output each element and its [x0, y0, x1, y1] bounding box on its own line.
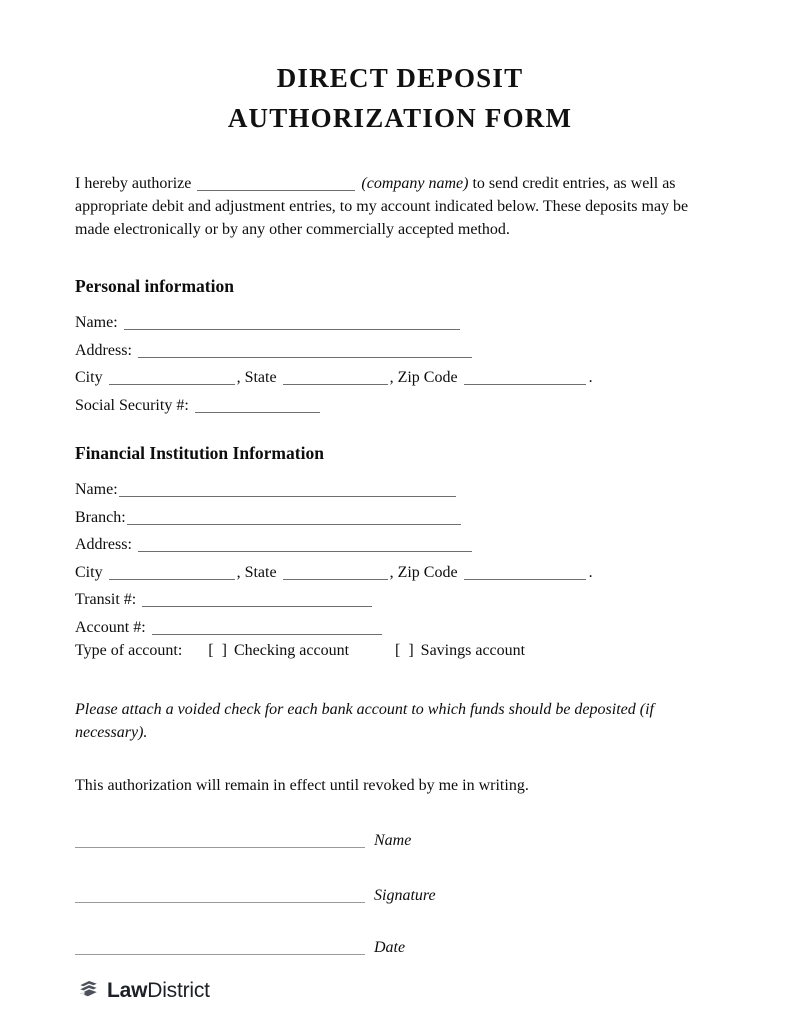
- financial-zip-label: , Zip Code: [389, 563, 458, 581]
- financial-branch-blank[interactable]: [127, 508, 461, 525]
- financial-name-row: [75, 477, 715, 505]
- signature-signature-row: [75, 883, 715, 905]
- layered-pages-icon: [75, 975, 102, 1007]
- savings-option-label: Savings account: [420, 642, 526, 659]
- personal-city-row-period: .: [588, 369, 593, 386]
- personal-city-label: City: [75, 369, 103, 386]
- intro-paragraph: [75, 172, 715, 241]
- personal-city-blank[interactable]: [109, 368, 235, 385]
- signature-name-row: [75, 828, 715, 850]
- financial-branch-row: [75, 505, 715, 533]
- account-type-row: [75, 642, 715, 670]
- company-name-blank[interactable]: [197, 177, 355, 191]
- intro-part1: I hereby authorize: [75, 175, 192, 192]
- personal-name-row: [75, 310, 715, 338]
- financial-transit-blank[interactable]: [142, 590, 372, 607]
- intro-part2: to send credit entries, as well as appropriate debit and adjustment entries, to my account indicated below. These deposits may be made electronically or by any other commercially accepted method.: [75, 175, 689, 238]
- financial-city-blank[interactable]: [109, 563, 235, 580]
- brand-name-regular: District: [147, 978, 210, 1002]
- personal-address-row: [75, 338, 715, 366]
- personal-state-label: , State: [236, 369, 277, 386]
- voided-check-note: Please attach a voided check for each bank account to which funds should be deposited (if necessary).: [75, 700, 654, 741]
- financial-city-label: City: [75, 563, 103, 581]
- signature-name-label: Name: [374, 831, 412, 849]
- signature-date-blank[interactable]: [75, 938, 365, 955]
- signature-signature-blank[interactable]: [75, 886, 365, 903]
- financial-name-label: Name:: [75, 481, 118, 498]
- personal-address-label: Address:: [75, 341, 132, 359]
- signature-signature-label: Signature: [374, 886, 436, 904]
- revocation-note: This authorization will remain in effect until revoked by me in writing.: [75, 776, 529, 794]
- personal-section-heading: Personal information: [75, 276, 234, 296]
- financial-city-row-period: .: [588, 563, 593, 581]
- personal-ssn-blank[interactable]: [195, 396, 320, 413]
- financial-name-blank[interactable]: [119, 480, 456, 497]
- company-name-hint: (company name): [361, 175, 469, 192]
- personal-state-blank[interactable]: [283, 368, 388, 385]
- signature-date-row: [75, 935, 715, 957]
- financial-address-row: [75, 532, 715, 560]
- financial-state-blank[interactable]: [283, 563, 388, 580]
- personal-name-blank[interactable]: [124, 313, 460, 330]
- signature-name-blank[interactable]: [75, 831, 365, 848]
- checking-option-label: Checking account: [233, 642, 350, 659]
- personal-ssn-label: Social Security #:: [75, 396, 189, 414]
- personal-ssn-row: [75, 393, 715, 421]
- checking-checkbox[interactable]: [ ]: [208, 642, 227, 659]
- page-title: [0, 58, 800, 138]
- personal-name-label: Name:: [75, 314, 118, 331]
- page-title-line1: DIRECT DEPOSIT: [276, 63, 524, 93]
- brand-name: [107, 979, 210, 1003]
- financial-zip-blank[interactable]: [464, 563, 586, 580]
- personal-address-blank[interactable]: [138, 341, 472, 358]
- financial-transit-label: Transit #:: [75, 591, 137, 608]
- financial-city-row: [75, 560, 715, 588]
- financial-section-heading: Financial Institution Information: [75, 443, 324, 463]
- checking-account-option[interactable]: [208, 642, 349, 659]
- personal-zip-blank[interactable]: [464, 368, 586, 385]
- signature-date-label: Date: [374, 938, 406, 956]
- form-content: [75, 172, 715, 1007]
- savings-checkbox[interactable]: [ ]: [395, 642, 414, 659]
- financial-branch-label: Branch:: [75, 508, 126, 526]
- personal-city-row: [75, 365, 715, 393]
- financial-address-blank[interactable]: [138, 535, 472, 552]
- page-title-line2: AUTHORIZATION FORM: [227, 103, 573, 133]
- savings-account-option[interactable]: [395, 642, 525, 659]
- financial-account-label: Account #:: [75, 618, 146, 636]
- financial-account-blank[interactable]: [152, 618, 382, 635]
- brand-logo: [75, 975, 715, 1007]
- financial-account-row: [75, 615, 715, 643]
- financial-state-label: , State: [236, 563, 277, 581]
- financial-transit-row: [75, 587, 715, 615]
- personal-zip-label: , Zip Code: [389, 369, 458, 386]
- account-type-label: Type of account:: [75, 642, 183, 659]
- financial-address-label: Address:: [75, 536, 132, 553]
- brand-name-bold: Law: [107, 978, 148, 1002]
